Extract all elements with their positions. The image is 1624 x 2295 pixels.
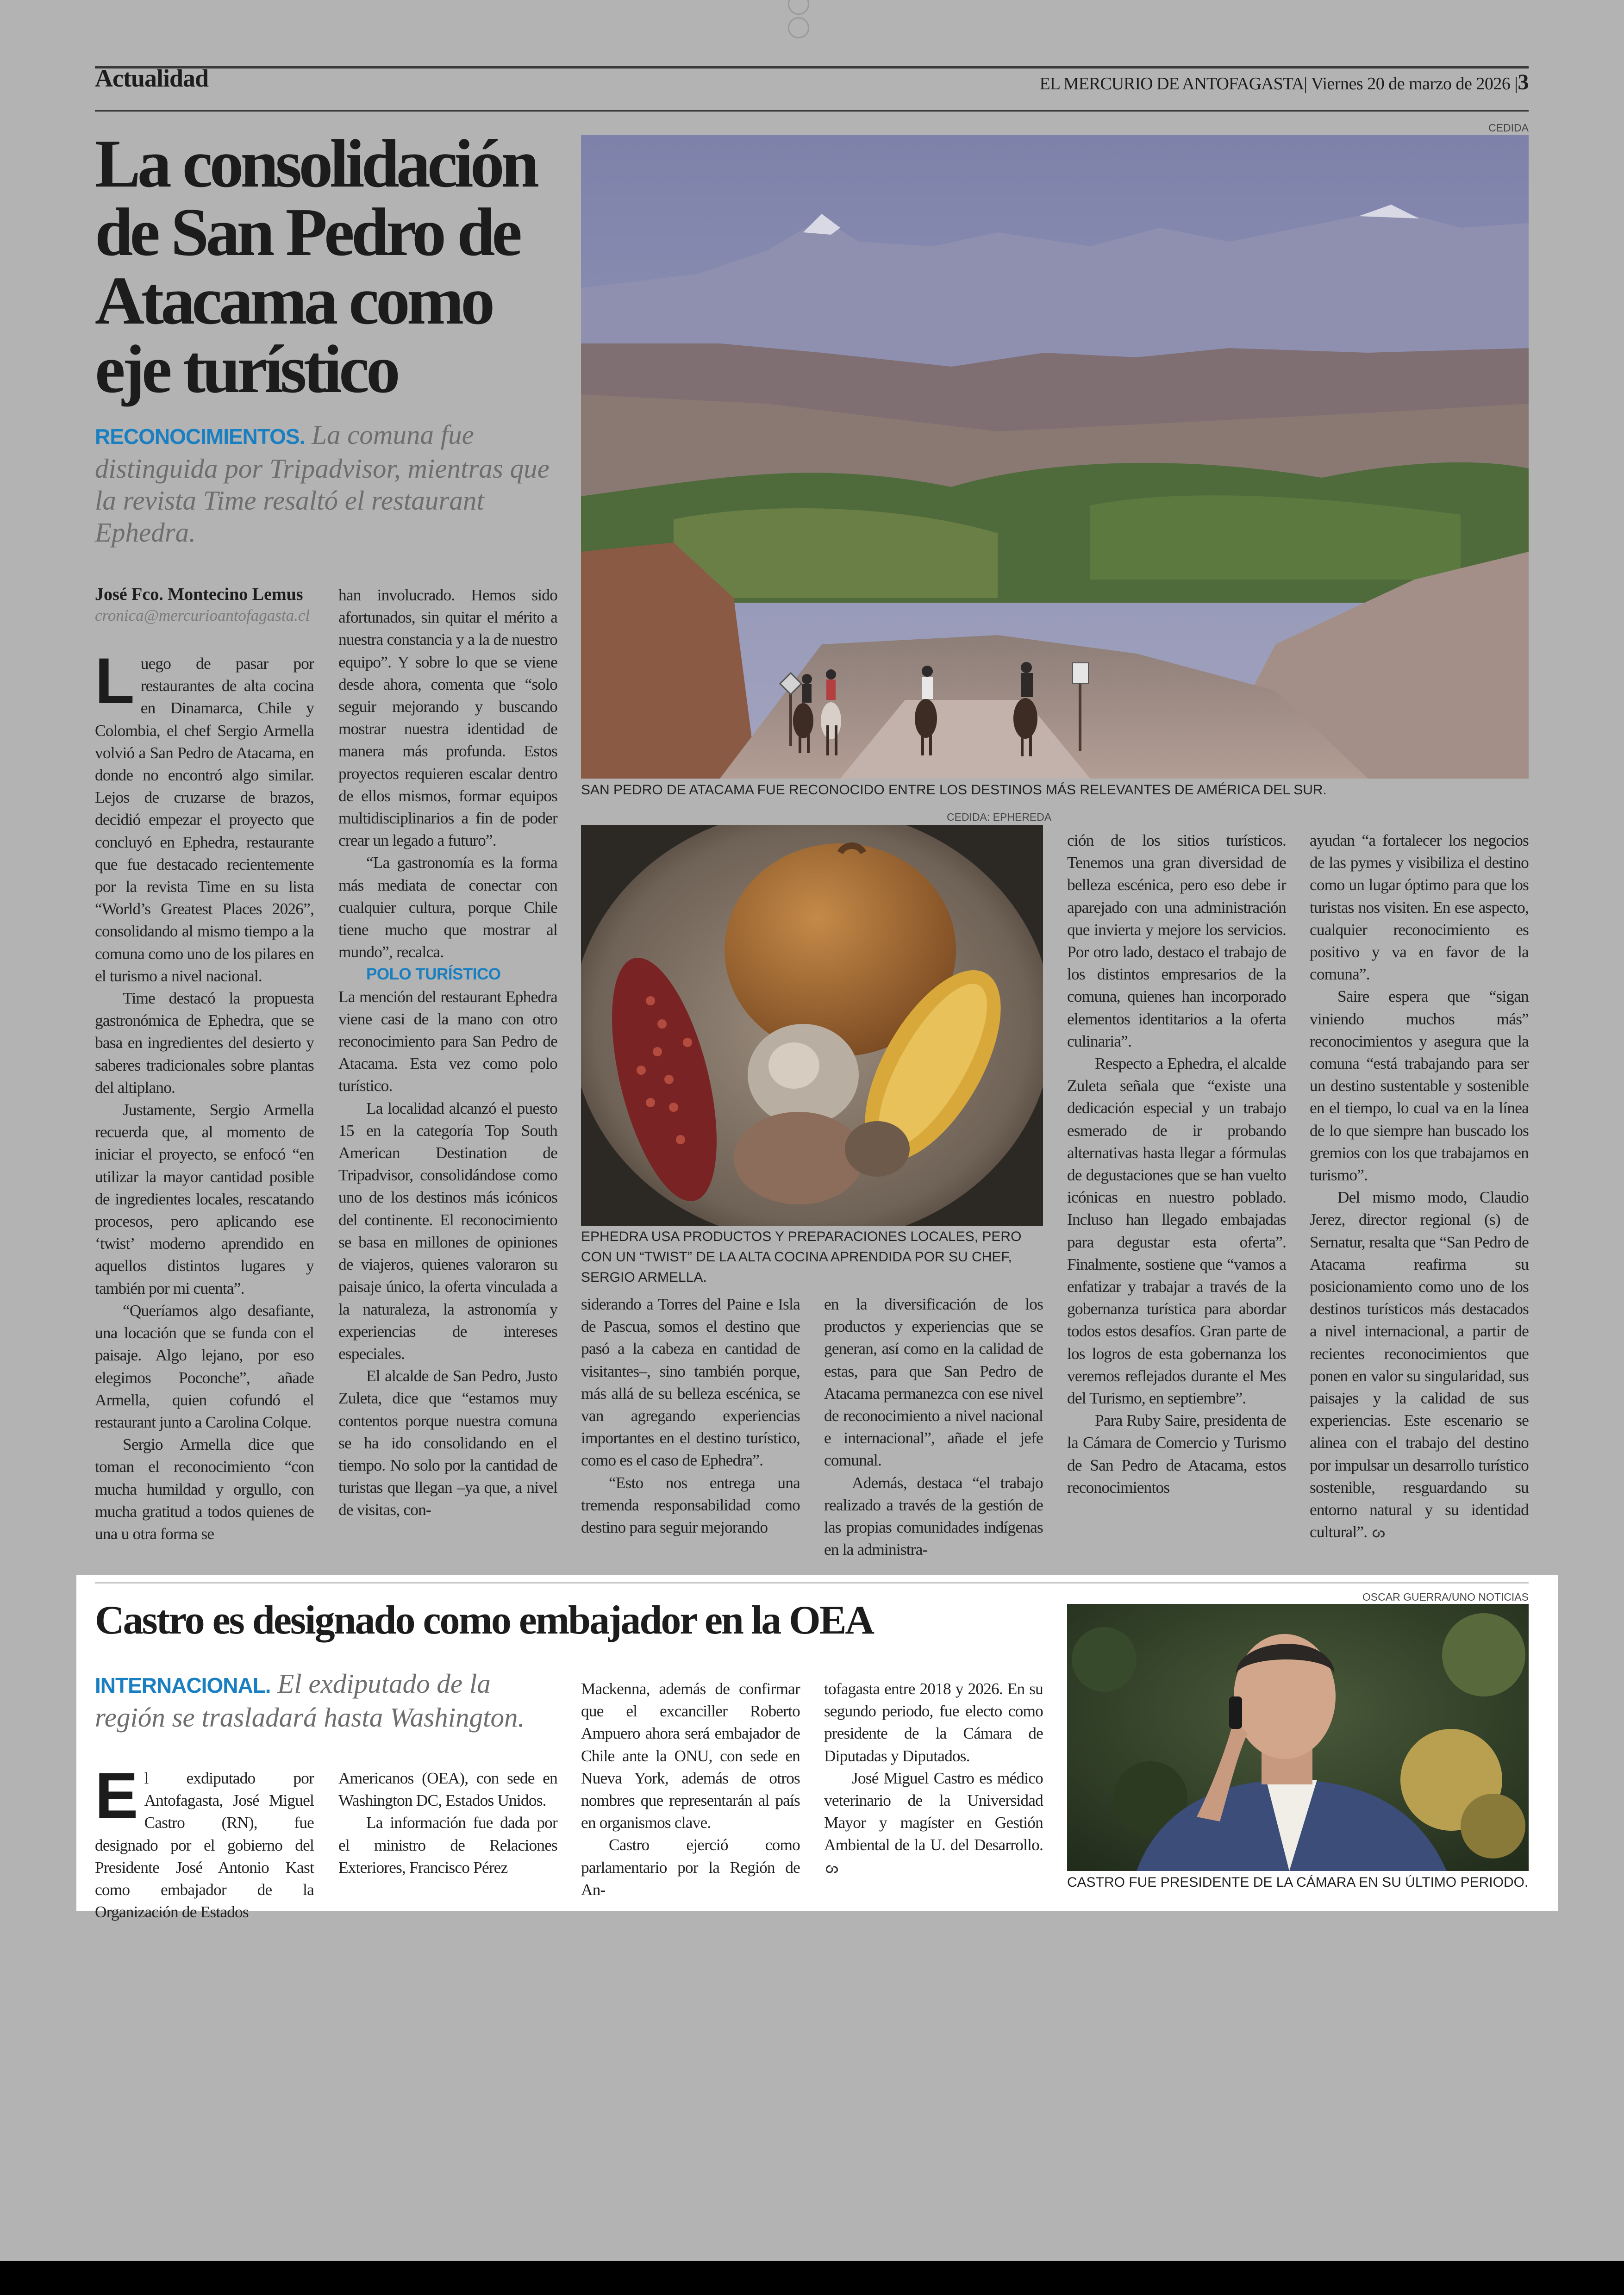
drop-cap: L (95, 644, 134, 717)
body-paragraph: “Esto nos entrega una tremenda responsabilidad como destino para seguir mejorando (581, 1473, 800, 1537)
secondary-headline: Castro es designado como embajador en la OEA (95, 1598, 873, 1643)
publication-name: EL MERCURIO DE ANTOFAGASTA (1039, 74, 1304, 94)
body-paragraph: José Miguel Castro es médico veterinario de la Universidad Mayor y magíster en Gestión Ambiental de la U. del Desarrollo. (824, 1767, 1043, 1879)
article-headline: La consolidación de San Pedro de Atacama como eje turístico (95, 126, 536, 407)
secondary-column-1 (95, 1759, 314, 1923)
photo-credit: CEDIDA: EPHEREDA (947, 811, 1052, 823)
body-paragraph: “La gastronomía es la forma más mediata de conectar con cualquier cultura, porque Chile tiene mucho que mostrar al mundo”, recalca. (338, 854, 557, 961)
food-photo (581, 825, 1043, 1226)
body-paragraph: “Queríamos algo desafiante, una locación que se funda con el paisaje. Algo lejano, por eso elegimos Poconche”, añade Armella, quien cofundó el restaurant junto a Carolina Colque. (95, 1301, 314, 1431)
body-paragraph: El exdiputado por Antofagasta, José Miguel Castro (RN), fue designado por el gobierno del Presidente José Antonio Kast como embajador de la Organización de Estados (95, 1759, 314, 1921)
photo-caption: EPHEDRA USA PRODUCTOS Y PREPARACIONES LOCALES, PERO CON UN “TWIST” DE LA ALTA COCINA APRENDIDA POR SU CHEF, SERGIO ARMELLA. (581, 1229, 1022, 1285)
secondary-column-3 (581, 1678, 800, 1901)
drop-cap: E (95, 1759, 138, 1832)
body-column-2 (338, 584, 557, 1522)
body-paragraph: siderando a Torres del Paine e Isla de Pascua, somos el destino que pasó a la cabeza en cantidad de visitantes–, sino también porque, más allá de su belleza escénica, se van agregando experiencias importantes en el destino turístico, como es el caso de Ephedra”. (581, 1295, 800, 1470)
article-subhead (95, 419, 567, 549)
body-paragraph: Respecto a Ephedra, el alcalde Zuleta señala que “existe una dedicación especial y un trabajo esmerado de ir probando alternativas hasta llegar a fórmulas de degustaciones que se han vuelto icónicas en nuestro poblado. Incluso han llegado embajadas para degustar esta oferta”. Finalmente, sostiene que “vamos a enfatizar y trabajar a través de la gobernanza turística para abordar todos estos desafíos. Gran parte de los logros de esta gobernanza los veremos reflejados durante el Mes del Turismo, en septiembre”. (1067, 1054, 1286, 1408)
byline-author: José Fco. Montecino Lemus (95, 585, 303, 604)
page-indicator[interactable] (782, 0, 843, 16)
body-paragraph: ayudan “a fortalecer los negocios de las pymes y visibiliza el destino como un lugar óptimo para que los turistas nos visiten. En ese aspecto, cualquier reconocimiento es positivo y va en favor de la comuna”. (1310, 831, 1529, 984)
body-paragraph: Sergio Armella dice que toman el reconocimiento “con mucha humildad y orgullo, con mucha gratitud a todos quienes de una u otra forma se (95, 1435, 314, 1543)
subhead-text: El exdiputado de la región se trasladará hasta Washington. (95, 1668, 525, 1733)
header-bottom-rule (95, 110, 1529, 112)
body-paragraph: Además, destaca “el trabajo realizado a través de la gestión de las propias comunidades indígenas en la administra- (824, 1473, 1043, 1559)
body-paragraph: Justamente, Sergio Armella recuerda que, al momento de iniciar el proyecto, se enfocó “en utilizar la mayor cantidad posible de ingredientes locales, rescatando procesos, pero aplicando ese ‘twist’ moderno aprendido en aquellos distintos lugares y también por mi cuenta”. (95, 1101, 314, 1297)
body-paragraph: Saire espera que “sigan viniendo muchos más” reconocimientos y asegura que la comuna “está trabajando para ser un destino sustentable y sostenible en el tiempo, lo cual va en la línea de lo que siempre han buscado los gremios con los que trabajamos en turismo”. (1310, 987, 1529, 1185)
issue-date: Viernes 20 de marzo de 2026 (1311, 74, 1511, 94)
photo-credit: CEDIDA (1488, 122, 1529, 134)
body-column-6 (1310, 829, 1529, 1544)
secondary-article-rule (95, 1582, 1529, 1584)
secondary-column-4 (824, 1678, 1043, 1879)
body-column-3 (581, 1293, 800, 1539)
separator: | (1304, 74, 1307, 94)
body-paragraph: Castro ejerció como parlamentario por la Región de An- (581, 1836, 800, 1899)
body-column-4 (824, 1293, 1043, 1561)
secondary-column-2 (338, 1767, 557, 1879)
landscape-photo (581, 135, 1529, 779)
body-paragraph: ción de los sitios turísticos. Tenemos una gran diversidad de belleza escénica, pero eso debe ir aparejado con una administración que invierta y mejore los servicios. Por otro lado, destaco el trabajo de los distintos empresarios de la comuna, quienes han incorporado elementos identitarios a la oferta culinaria”. (1067, 831, 1286, 1050)
masthead (1039, 69, 1529, 95)
portrait-photo (1067, 1604, 1529, 1871)
prev-page-dot[interactable] (788, 0, 809, 15)
body-column-1 (95, 644, 314, 1545)
photo-caption: SAN PEDRO DE ATACAMA FUE RECONOCIDO ENTRE LOS DESTINOS MÁS RELEVANTES DE AMÉRICA DEL SUR. (581, 782, 1327, 798)
photo-credit: OSCAR GUERRA/UNO NOTICIAS (1362, 1591, 1529, 1603)
body-paragraph: Luego de pasar por restaurantes de alta cocina en Dinamarca, Chile y Colombia, el chef Sergio Armella volvió a San Pedro de Atacama, en donde no encontró algo similar. Lejos de cruzarse de brazos, decidió empezar el proyecto que concluyó en Ephedra, restaurante que fue destacado recientemente por la revista Time en su lista “World’s Greatest Places 2026”, consolidando al mismo tiempo a la comuna como uno de los pilares en el turismo a nivel nacional. (95, 644, 314, 985)
secondary-subhead (95, 1668, 567, 1734)
separator: | (1514, 74, 1518, 94)
body-paragraph: Time destacó la propuesta gastronómica de Ephedra, que se basa en ingredientes del desierto y saberes tradicionales sobre plantas del altiplano. (95, 989, 314, 1097)
end-of-article-icon (1371, 1528, 1387, 1539)
body-paragraph: Para Ruby Saire, presidenta de la Cámara de Comercio y Turismo de San Pedro de Atacama, estos reconocimientos (1067, 1411, 1286, 1497)
end-of-article-icon (824, 1864, 840, 1874)
body-paragraph: han involucrado. Hemos sido afortunados, sin quitar el mérito a nuestra constancia y a la de nuestro equipo”. Y sobre lo que se viene desde ahora, comenta que “solo seguir mejorando y buscando mostrar nuestra identidad de manera más profunda. Estos proyectos requieren escalar dentro de ellos mismos, formar equipos multidisciplinarios a fin de poder crear un legado a futuro”. (338, 586, 557, 850)
kicker: INTERNACIONAL. (95, 1673, 271, 1697)
next-page-dot[interactable] (788, 17, 809, 38)
byline-email[interactable]: cronica@mercurioantofagasta.cl (95, 606, 310, 624)
body-column-5 (1067, 829, 1286, 1499)
header-top-rule (95, 66, 1529, 69)
body-paragraph: en la diversificación de los productos y experiencias que se generan, así como en la calidad de estas, para que San Pedro de Atacama permanezca con ese nivel de reconocimiento a nivel nacional e internacional”, añade el jefe comunal. (824, 1295, 1043, 1470)
subhead-text: La comuna fue distinguida por Tripadvisor, mientras que la revista Time resaltó el restaurant Ephedra. (95, 419, 550, 548)
photo-caption: CASTRO FUE PRESIDENTE DE LA CÁMARA EN SU ÚLTIMO PERIODO. (1067, 1875, 1529, 1890)
page-number: 3 (1518, 70, 1529, 94)
kicker: RECONOCIMIENTOS. (95, 424, 305, 449)
body-paragraph: Americanos (OEA), con sede en Washington DC, Estados Unidos. (338, 1769, 557, 1810)
section-label: Actualidad (95, 64, 209, 92)
body-paragraph: La localidad alcanzó el puesto 15 en la categoría Top South American Destination de Tripadvisor, consolidándose como uno de los destinos más icónicos del continente. El reconocimiento se basa en millones de opiniones de viajeros, quienes valoraron su paisaje único, la oferta vinculada a la naturaleza, la astronomía y experiencias de intereses especiales. (338, 1099, 557, 1363)
bottom-bar (0, 2261, 1624, 2295)
body-paragraph: El alcalde de San Pedro, Justo Zuleta, dice que “estamos muy contentos porque nuestra comuna se ha ido consolidando en el tiempo. No solo por la cantidad de turistas que llegan –ya que, a nivel de visitas, con- (338, 1367, 557, 1519)
body-paragraph: La información fue dada por el ministro de Relaciones Exteriores, Francisco Pérez (338, 1814, 557, 1877)
body-paragraph: Mackenna, además de confirmar que el excanciller Roberto Ampuero ahora será embajador de Chile ante la ONU, con sede en Nueva York, además de otros nombres que representarán al país en organismos clave. (581, 1680, 800, 1832)
body-paragraph: La mención del restaurant Ephedra viene casi de la mano con otro reconocimiento para San Pedro de Atacama. Esta vez como polo turístico. (338, 987, 557, 1095)
body-paragraph: tofagasta entre 2018 y 2026. En su segundo periodo, fue electo como presidente de la Cámara de Diputadas y Diputados. (824, 1680, 1043, 1765)
section-subheading: POLO TURÍSTICO (366, 965, 501, 984)
body-paragraph: Del mismo modo, Claudio Jerez, director regional (s) de Sernatur, resalta que “San Pedro de Atacama reafirma su posicionamiento como uno de los destinos turísticos más destacados a nivel internacional, a partir de recientes reconocimientos que ponen en valor su singularidad, sus paisajes y la calidad de sus experiencias. Este escenario se alinea con el trabajo del destino por impulsar un desarrollo turístico sostenible, resguardando su entorno natural y su identidad cultural”. (1310, 1188, 1529, 1541)
